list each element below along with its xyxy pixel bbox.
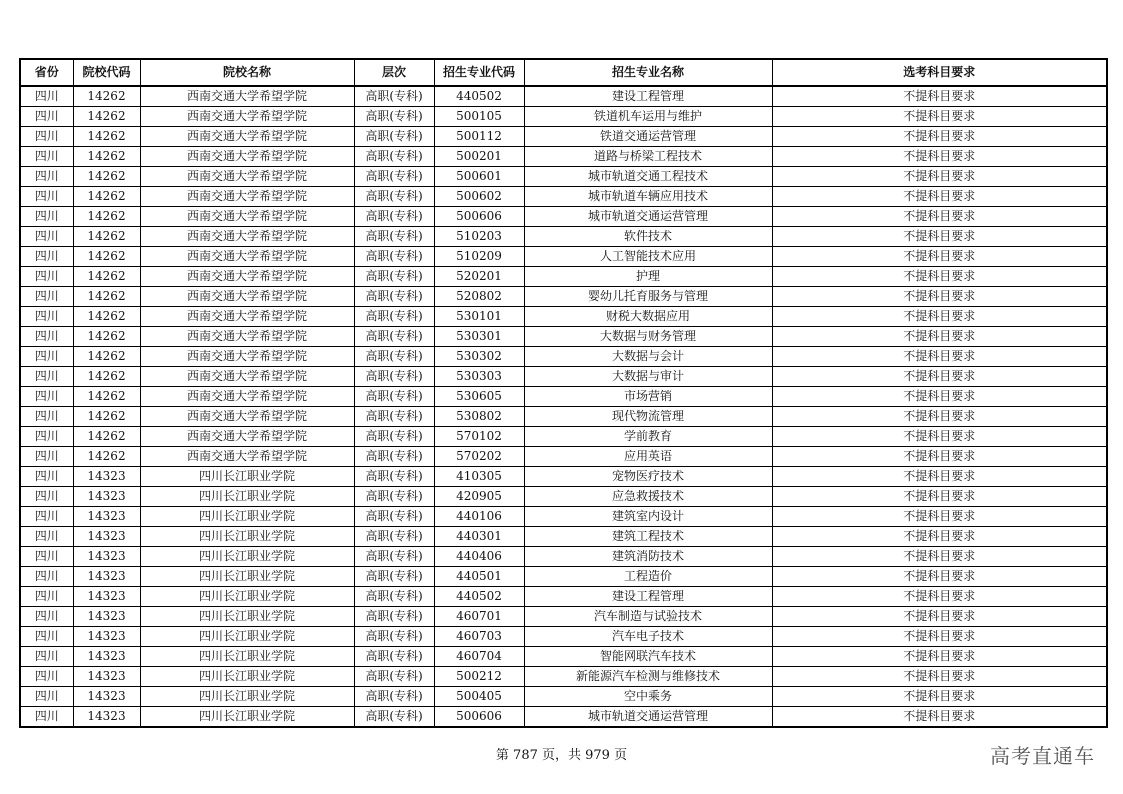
cell-school-code: 14323	[73, 607, 140, 627]
cell-major-code: 420905	[434, 487, 524, 507]
table-row	[20, 327, 1107, 347]
cell-school-code: 14323	[73, 627, 140, 647]
cell-subject-requirement: 不提科目要求	[772, 427, 1107, 447]
cell-school-code: 14262	[73, 367, 140, 387]
cell-province: 四川	[20, 387, 73, 407]
cell-school-name: 西南交通大学希望学院	[140, 407, 354, 427]
cell-province: 四川	[20, 107, 73, 127]
cell-major-code: 570102	[434, 427, 524, 447]
table-row	[20, 707, 1107, 728]
cell-level: 高职(专科)	[354, 667, 434, 687]
cell-level: 高职(专科)	[354, 347, 434, 367]
table-row	[20, 367, 1107, 387]
cell-level: 高职(专科)	[354, 447, 434, 467]
cell-major-code: 460701	[434, 607, 524, 627]
cell-subject-requirement: 不提科目要求	[772, 667, 1107, 687]
cell-major-name: 大数据与审计	[524, 367, 772, 387]
cell-major-name: 财税大数据应用	[524, 307, 772, 327]
cell-major-code: 440502	[434, 86, 524, 107]
cell-level: 高职(专科)	[354, 487, 434, 507]
cell-school-name: 西南交通大学希望学院	[140, 307, 354, 327]
cell-school-code: 14262	[73, 307, 140, 327]
cell-school-code: 14262	[73, 267, 140, 287]
cell-school-code: 14262	[73, 167, 140, 187]
cell-subject-requirement: 不提科目要求	[772, 227, 1107, 247]
cell-major-code: 510209	[434, 247, 524, 267]
cell-subject-requirement: 不提科目要求	[772, 567, 1107, 587]
table-row	[20, 187, 1107, 207]
cell-major-code: 530303	[434, 367, 524, 387]
cell-province: 四川	[20, 327, 73, 347]
table-row	[20, 407, 1107, 427]
cell-school-code: 14262	[73, 127, 140, 147]
cell-major-code: 570202	[434, 447, 524, 467]
cell-major-code: 460704	[434, 647, 524, 667]
cell-subject-requirement: 不提科目要求	[772, 367, 1107, 387]
cell-level: 高职(专科)	[354, 427, 434, 447]
cell-school-code: 14262	[73, 86, 140, 107]
cell-subject-requirement: 不提科目要求	[772, 407, 1107, 427]
cell-level: 高职(专科)	[354, 287, 434, 307]
cell-major-name: 工程造价	[524, 567, 772, 587]
cell-level: 高职(专科)	[354, 147, 434, 167]
cell-subject-requirement: 不提科目要求	[772, 707, 1107, 728]
col-header-subject-requirement: 选考科目要求	[772, 59, 1107, 86]
cell-school-code: 14262	[73, 447, 140, 467]
table-row	[20, 387, 1107, 407]
cell-level: 高职(专科)	[354, 327, 434, 347]
cell-province: 四川	[20, 627, 73, 647]
cell-province: 四川	[20, 587, 73, 607]
cell-major-name: 建筑消防技术	[524, 547, 772, 567]
col-header-major-code: 招生专业代码	[434, 59, 524, 86]
cell-school-name: 四川长江职业学院	[140, 607, 354, 627]
cell-level: 高职(专科)	[354, 547, 434, 567]
cell-province: 四川	[20, 487, 73, 507]
cell-subject-requirement: 不提科目要求	[772, 487, 1107, 507]
cell-major-name: 软件技术	[524, 227, 772, 247]
cell-major-code: 500602	[434, 187, 524, 207]
cell-major-name: 学前教育	[524, 427, 772, 447]
cell-school-name: 四川长江职业学院	[140, 487, 354, 507]
cell-major-code: 500212	[434, 667, 524, 687]
cell-major-code: 500112	[434, 127, 524, 147]
cell-school-name: 四川长江职业学院	[140, 707, 354, 728]
cell-level: 高职(专科)	[354, 387, 434, 407]
cell-major-code: 530605	[434, 387, 524, 407]
table-row	[20, 527, 1107, 547]
cell-school-name: 西南交通大学希望学院	[140, 187, 354, 207]
cell-school-code: 14262	[73, 227, 140, 247]
cell-province: 四川	[20, 547, 73, 567]
table-row	[20, 627, 1107, 647]
cell-province: 四川	[20, 86, 73, 107]
cell-school-code: 14323	[73, 487, 140, 507]
cell-major-code: 460703	[434, 627, 524, 647]
cell-subject-requirement: 不提科目要求	[772, 687, 1107, 707]
cell-level: 高职(专科)	[354, 247, 434, 267]
cell-province: 四川	[20, 187, 73, 207]
cell-major-code: 530301	[434, 327, 524, 347]
cell-school-code: 14262	[73, 207, 140, 227]
table-body	[20, 86, 1107, 727]
cell-school-code: 14262	[73, 347, 140, 367]
cell-province: 四川	[20, 407, 73, 427]
cell-major-name: 建设工程管理	[524, 587, 772, 607]
cell-school-code: 14323	[73, 687, 140, 707]
col-header-province: 省份	[20, 59, 73, 86]
cell-province: 四川	[20, 207, 73, 227]
cell-major-name: 城市轨道交通工程技术	[524, 167, 772, 187]
cell-province: 四川	[20, 367, 73, 387]
cell-major-code: 500405	[434, 687, 524, 707]
cell-subject-requirement: 不提科目要求	[772, 467, 1107, 487]
table-row	[20, 86, 1107, 107]
cell-province: 四川	[20, 647, 73, 667]
col-header-school-code: 院校代码	[73, 59, 140, 86]
table-row	[20, 167, 1107, 187]
cell-province: 四川	[20, 307, 73, 327]
cell-level: 高职(专科)	[354, 227, 434, 247]
cell-school-code: 14262	[73, 427, 140, 447]
cell-subject-requirement: 不提科目要求	[772, 307, 1107, 327]
cell-major-code: 500601	[434, 167, 524, 187]
cell-school-name: 西南交通大学希望学院	[140, 427, 354, 447]
table-row	[20, 667, 1107, 687]
table-row	[20, 207, 1107, 227]
cell-level: 高职(专科)	[354, 407, 434, 427]
cell-school-code: 14323	[73, 587, 140, 607]
cell-province: 四川	[20, 527, 73, 547]
cell-major-name: 市场营销	[524, 387, 772, 407]
cell-subject-requirement: 不提科目要求	[772, 127, 1107, 147]
cell-school-name: 四川长江职业学院	[140, 647, 354, 667]
cell-school-name: 西南交通大学希望学院	[140, 347, 354, 367]
table-header-row	[20, 59, 1107, 86]
cell-school-name: 西南交通大学希望学院	[140, 227, 354, 247]
cell-subject-requirement: 不提科目要求	[772, 267, 1107, 287]
table-row	[20, 487, 1107, 507]
table-row	[20, 247, 1107, 267]
cell-major-name: 建筑室内设计	[524, 507, 772, 527]
cell-subject-requirement: 不提科目要求	[772, 107, 1107, 127]
cell-major-name: 铁道交通运营管理	[524, 127, 772, 147]
cell-level: 高职(专科)	[354, 267, 434, 287]
cell-school-name: 西南交通大学希望学院	[140, 207, 354, 227]
cell-school-code: 14323	[73, 467, 140, 487]
cell-major-code: 440106	[434, 507, 524, 527]
cell-subject-requirement: 不提科目要求	[772, 447, 1107, 467]
cell-school-name: 西南交通大学希望学院	[140, 287, 354, 307]
cell-major-name: 大数据与财务管理	[524, 327, 772, 347]
cell-major-code: 510203	[434, 227, 524, 247]
cell-level: 高职(专科)	[354, 207, 434, 227]
cell-subject-requirement: 不提科目要求	[772, 607, 1107, 627]
cell-subject-requirement: 不提科目要求	[772, 147, 1107, 167]
cell-major-code: 500201	[434, 147, 524, 167]
cell-school-code: 14323	[73, 707, 140, 728]
table-row	[20, 647, 1107, 667]
admissions-sheet	[19, 58, 1106, 728]
cell-province: 四川	[20, 247, 73, 267]
cell-school-name: 四川长江职业学院	[140, 547, 354, 567]
cell-level: 高职(专科)	[354, 127, 434, 147]
cell-major-name: 新能源汽车检测与维修技术	[524, 667, 772, 687]
cell-province: 四川	[20, 267, 73, 287]
cell-major-code: 520802	[434, 287, 524, 307]
col-header-level: 层次	[354, 59, 434, 86]
cell-school-name: 西南交通大学希望学院	[140, 247, 354, 267]
table-row	[20, 567, 1107, 587]
cell-school-name: 四川长江职业学院	[140, 527, 354, 547]
cell-province: 四川	[20, 567, 73, 587]
cell-province: 四川	[20, 427, 73, 447]
cell-subject-requirement: 不提科目要求	[772, 527, 1107, 547]
table-row	[20, 427, 1107, 447]
cell-school-code: 14323	[73, 647, 140, 667]
cell-school-name: 西南交通大学希望学院	[140, 147, 354, 167]
cell-major-code: 520201	[434, 267, 524, 287]
cell-major-name: 汽车电子技术	[524, 627, 772, 647]
cell-school-code: 14262	[73, 147, 140, 167]
cell-level: 高职(专科)	[354, 367, 434, 387]
cell-level: 高职(专科)	[354, 307, 434, 327]
cell-major-name: 大数据与会计	[524, 347, 772, 367]
cell-school-code: 14323	[73, 507, 140, 527]
cell-school-name: 西南交通大学希望学院	[140, 367, 354, 387]
cell-major-name: 城市轨道交通运营管理	[524, 707, 772, 728]
cell-province: 四川	[20, 687, 73, 707]
cell-school-code: 14323	[73, 567, 140, 587]
cell-level: 高职(专科)	[354, 107, 434, 127]
cell-school-code: 14323	[73, 547, 140, 567]
cell-subject-requirement: 不提科目要求	[772, 647, 1107, 667]
cell-major-code: 530101	[434, 307, 524, 327]
table-row	[20, 267, 1107, 287]
cell-school-code: 14262	[73, 387, 140, 407]
cell-school-name: 四川长江职业学院	[140, 627, 354, 647]
table-row	[20, 507, 1107, 527]
cell-major-name: 道路与桥梁工程技术	[524, 147, 772, 167]
cell-level: 高职(专科)	[354, 507, 434, 527]
cell-school-name: 四川长江职业学院	[140, 507, 354, 527]
cell-province: 四川	[20, 507, 73, 527]
cell-level: 高职(专科)	[354, 707, 434, 728]
cell-subject-requirement: 不提科目要求	[772, 287, 1107, 307]
cell-subject-requirement: 不提科目要求	[772, 247, 1107, 267]
cell-school-code: 14262	[73, 287, 140, 307]
cell-major-name: 应急救援技术	[524, 487, 772, 507]
cell-school-name: 西南交通大学希望学院	[140, 167, 354, 187]
cell-school-code: 14323	[73, 527, 140, 547]
col-header-school-name: 院校名称	[140, 59, 354, 86]
table-row	[20, 347, 1107, 367]
cell-province: 四川	[20, 607, 73, 627]
cell-province: 四川	[20, 347, 73, 367]
cell-school-code: 14262	[73, 407, 140, 427]
page-number: 第 787 页，共 979 页	[495, 748, 628, 763]
cell-major-code: 500606	[434, 207, 524, 227]
cell-major-name: 城市轨道交通运营管理	[524, 207, 772, 227]
cell-subject-requirement: 不提科目要求	[772, 167, 1107, 187]
admissions-table	[19, 58, 1108, 728]
cell-school-name: 四川长江职业学院	[140, 587, 354, 607]
cell-major-name: 人工智能技术应用	[524, 247, 772, 267]
cell-level: 高职(专科)	[354, 627, 434, 647]
cell-school-name: 四川长江职业学院	[140, 467, 354, 487]
table-row	[20, 147, 1107, 167]
cell-school-name: 西南交通大学希望学院	[140, 387, 354, 407]
cell-province: 四川	[20, 227, 73, 247]
table-row	[20, 447, 1107, 467]
cell-major-name: 空中乘务	[524, 687, 772, 707]
cell-major-code: 500606	[434, 707, 524, 728]
cell-level: 高职(专科)	[354, 607, 434, 627]
cell-province: 四川	[20, 447, 73, 467]
cell-subject-requirement: 不提科目要求	[772, 86, 1107, 107]
cell-major-code: 440301	[434, 527, 524, 547]
cell-subject-requirement: 不提科目要求	[772, 207, 1107, 227]
cell-level: 高职(专科)	[354, 187, 434, 207]
cell-province: 四川	[20, 667, 73, 687]
cell-major-code: 530302	[434, 347, 524, 367]
cell-major-name: 护理	[524, 267, 772, 287]
cell-major-code: 440406	[434, 547, 524, 567]
cell-school-code: 14262	[73, 187, 140, 207]
table-row	[20, 227, 1107, 247]
cell-school-code: 14323	[73, 667, 140, 687]
cell-subject-requirement: 不提科目要求	[772, 327, 1107, 347]
cell-school-name: 四川长江职业学院	[140, 667, 354, 687]
cell-level: 高职(专科)	[354, 167, 434, 187]
cell-province: 四川	[20, 707, 73, 728]
cell-subject-requirement: 不提科目要求	[772, 187, 1107, 207]
table-row	[20, 587, 1107, 607]
cell-subject-requirement: 不提科目要求	[772, 507, 1107, 527]
cell-school-name: 西南交通大学希望学院	[140, 107, 354, 127]
cell-level: 高职(专科)	[354, 467, 434, 487]
table-row	[20, 307, 1107, 327]
cell-subject-requirement: 不提科目要求	[772, 587, 1107, 607]
cell-level: 高职(专科)	[354, 86, 434, 107]
cell-province: 四川	[20, 147, 73, 167]
cell-major-name: 建筑工程技术	[524, 527, 772, 547]
cell-major-name: 宠物医疗技术	[524, 467, 772, 487]
table-row	[20, 107, 1107, 127]
cell-school-code: 14262	[73, 107, 140, 127]
cell-subject-requirement: 不提科目要求	[772, 627, 1107, 647]
cell-school-name: 四川长江职业学院	[140, 687, 354, 707]
cell-level: 高职(专科)	[354, 527, 434, 547]
cell-school-name: 西南交通大学希望学院	[140, 127, 354, 147]
cell-province: 四川	[20, 167, 73, 187]
table-row	[20, 547, 1107, 567]
col-header-major-name: 招生专业名称	[524, 59, 772, 86]
cell-level: 高职(专科)	[354, 647, 434, 667]
cell-school-code: 14262	[73, 327, 140, 347]
table-row	[20, 467, 1107, 487]
cell-level: 高职(专科)	[354, 567, 434, 587]
cell-major-name: 汽车制造与试验技术	[524, 607, 772, 627]
table-row	[20, 607, 1107, 627]
table-row	[20, 687, 1107, 707]
cell-major-name: 城市轨道车辆应用技术	[524, 187, 772, 207]
cell-province: 四川	[20, 287, 73, 307]
table-row	[20, 127, 1107, 147]
cell-level: 高职(专科)	[354, 587, 434, 607]
cell-major-name: 铁道机车运用与维护	[524, 107, 772, 127]
cell-major-name: 应用英语	[524, 447, 772, 467]
cell-major-name: 婴幼儿托育服务与管理	[524, 287, 772, 307]
watermark-text: 高考直通车	[990, 744, 1095, 768]
cell-major-name: 智能网联汽车技术	[524, 647, 772, 667]
cell-school-name: 西南交通大学希望学院	[140, 447, 354, 467]
cell-major-name: 建设工程管理	[524, 86, 772, 107]
table-row	[20, 287, 1107, 307]
cell-school-code: 14262	[73, 247, 140, 267]
cell-major-code: 410305	[434, 467, 524, 487]
cell-subject-requirement: 不提科目要求	[772, 347, 1107, 367]
cell-province: 四川	[20, 467, 73, 487]
cell-school-name: 西南交通大学希望学院	[140, 86, 354, 107]
cell-level: 高职(专科)	[354, 687, 434, 707]
cell-subject-requirement: 不提科目要求	[772, 547, 1107, 567]
cell-major-code: 440502	[434, 587, 524, 607]
cell-major-code: 530802	[434, 407, 524, 427]
cell-major-name: 现代物流管理	[524, 407, 772, 427]
cell-school-name: 西南交通大学希望学院	[140, 327, 354, 347]
cell-major-code: 500105	[434, 107, 524, 127]
cell-school-name: 四川长江职业学院	[140, 567, 354, 587]
cell-school-name: 西南交通大学希望学院	[140, 267, 354, 287]
cell-province: 四川	[20, 127, 73, 147]
cell-subject-requirement: 不提科目要求	[772, 387, 1107, 407]
cell-major-code: 440501	[434, 567, 524, 587]
